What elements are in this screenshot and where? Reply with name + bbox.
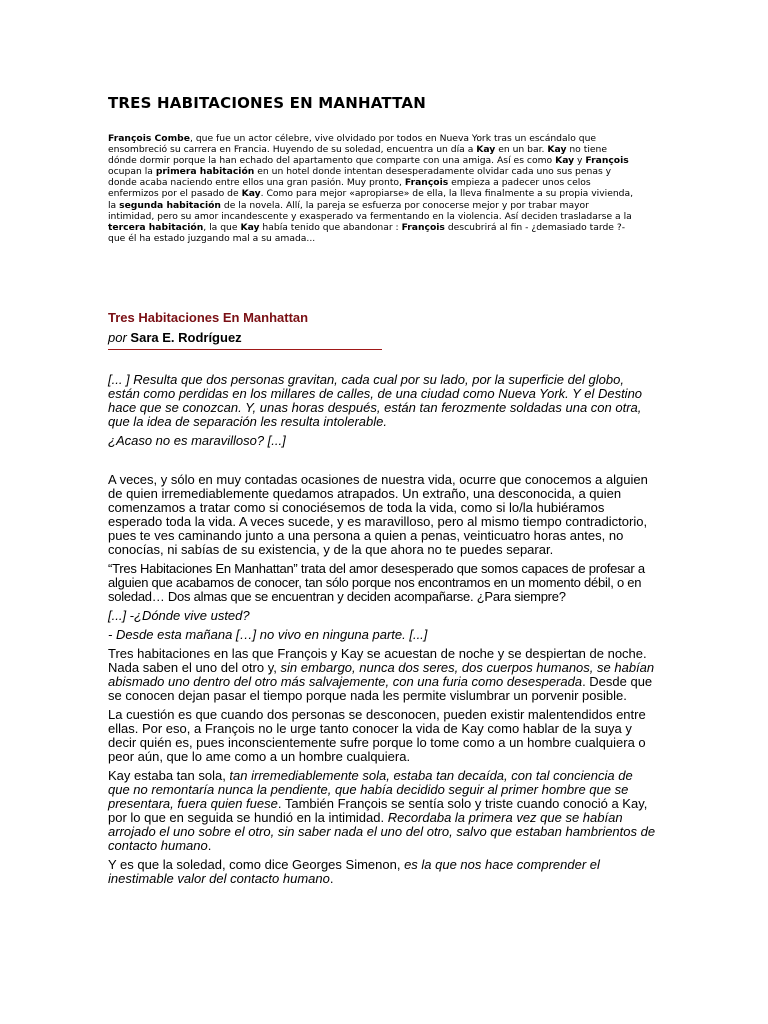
text-run: Y es que la soledad, como dice Georges Simenon,: [108, 857, 405, 872]
review-paragraph: [108, 609, 656, 623]
synopsis-run: . Como para mejor «apropiarse» de ella, la lleva finalmente a su propia vivienda, la: [108, 188, 634, 211]
synopsis-bold-run: segunda habitación: [119, 199, 221, 211]
text-run: “Tres Habitaciones En Manhattan” trata del amor desesperado que somos capaces de profesar a alguien que acabamos de conocer, tan sólo porque nos encontramos en un momento débil, o en soledad… Dos almas que se encuentran y deciden acompañarse. ¿Para siempre?: [108, 561, 645, 604]
review-title: Tres Habitaciones En Manhattan: [108, 310, 309, 325]
synopsis-run: empieza a padecer unos celos enfermizos por el pasado de: [108, 177, 591, 200]
synopsis-bold-run: Kay: [240, 221, 260, 233]
text-run: . Desde que se conocen dejan pasar el tiempo porque nada les permite vislumbrar un porvenir posible.: [108, 674, 653, 703]
synopsis-bold-run: Kay: [555, 155, 575, 167]
review-paragraph: [108, 647, 656, 703]
synopsis-bold-run: tercera habitación: [108, 221, 204, 233]
text-run: Kay estaba tan sola,: [108, 768, 230, 783]
byline: [108, 330, 242, 345]
synopsis-paragraph: [108, 133, 636, 244]
review-paragraph: [108, 434, 656, 448]
paragraph-spacer: [108, 453, 656, 473]
byline-prefix: por: [108, 330, 127, 345]
synopsis-run: ocupan la: [108, 166, 156, 178]
text-run: . También François se sentía solo y triste cuando conoció a Kay, por lo que en seguida se hundió en la intimidad.: [108, 796, 648, 825]
title-divider: [108, 349, 382, 350]
italic-run: ¿Acaso no es maravilloso? [...]: [108, 433, 286, 448]
review-paragraph: [108, 858, 656, 886]
text-run: A veces, y sólo en muy contadas ocasiones de nuestra vida, ocurre que conocemos a alguien de quien irremediablemente quedamos atrapados. Un extraño, una desconocida, a quien comenzamos a tratar como si conociésemos de toda la vida, como si lo/la hubiéramos esperado toda la vida. A veces sucede, y es maravilloso, pero al mismo tiempo contradictorio, pues te ves caminando junto a una persona a quien a penas, veinticuatro horas antes, no conocías, ni sabías de su existencia, y de la que ahora no te puedes separar.: [108, 472, 648, 557]
review-paragraph: [108, 562, 656, 604]
synopsis-bold-run: Kay: [547, 144, 567, 156]
italic-run: [...] -¿Dónde vive usted?: [108, 608, 250, 623]
synopsis-bold-run: François: [401, 221, 445, 233]
synopsis-bold-run: François Combe: [108, 133, 190, 144]
author-name: Sara E. Rodríguez: [130, 330, 242, 345]
italic-run: sin embargo, nunca dos seres, dos cuerpos humanos, se habían abismado uno dentro del otro más salvajemente, con una furia como desesperada: [108, 660, 655, 689]
text-run: Tres habitaciones en las que François y Kay se acuestan de noche y se despiertan de noche. Nada saben el uno del otro y,: [108, 646, 647, 675]
italic-run: [... ] Resulta que dos personas gravitan, cada cual por su lado, por la superficie del globo, están como perdidas en los millares de calles, de una ciudad como Nueva York. Y el Destino hace que se conozcan. Y, unas horas después, están tan ferozmente soldadas una con otra, que la idea de separación les resulta intolerable.: [108, 372, 643, 429]
synopsis-run: , que fue un actor célebre, vive olvidado por todos en Nueva York tras un escándalo que ensombreció su carrera en Francia. Huyendo de su soledad, encuentra un día a: [108, 133, 597, 156]
review-paragraph: [108, 769, 656, 853]
synopsis-bold-run: primera habitación: [155, 166, 255, 178]
review-body: [108, 373, 656, 891]
text-run: .: [207, 838, 212, 853]
synopsis-bold-run: François: [404, 177, 449, 189]
synopsis-run: había tenido que abandonar :: [259, 221, 402, 233]
review-paragraph: [108, 708, 656, 764]
synopsis-run: , la que: [203, 221, 241, 233]
page-title: TRES HABITACIONES EN MANHATTAN: [108, 94, 426, 112]
text-run: .: [329, 871, 334, 886]
synopsis-bold-run: Kay: [476, 144, 496, 156]
synopsis-run: de la novela. Allí, la pareja se esfuerza por conocerse mejor y por trabar mayor intimidad, pero su amor incandescente y exasperado va fermentando en la violencia. Así deciden trasladarse a la: [108, 199, 632, 222]
synopsis-run: en un hotel donde intentan desesperadamente olvidar cada uno sus penas y donde acaba naciendo entre ellos una gran pasión. Muy pronto,: [108, 166, 612, 189]
review-paragraph: [108, 373, 656, 429]
italic-run: es la que nos hace comprender el inestimable valor del contacto humano: [108, 857, 600, 886]
text-run: La cuestión es que cuando dos personas se desconocen, pueden existir malentendidos entre ellas. Por eso, a François no le urge tanto conocer la vida de Kay como hablar de la suya y decir quién es, pues inconscientemente sufre porque lo tome como a un hombre cualquiera o peor aún, que lo ame como a un hombre cualquiera.: [108, 707, 646, 764]
italic-run: tan irremediablemente sola, estaba tan decaída, con tal conciencia de que no remontaría nunca la pendiente, que había decidido seguir al primer hombre que se presentara, fuera quien fuese: [108, 768, 633, 811]
synopsis-run: y: [574, 155, 586, 167]
review-paragraph: [108, 628, 656, 642]
review-paragraph: [108, 473, 656, 557]
italic-run: - Desde esta mañana […] no vivo en ninguna parte. [...]: [108, 627, 428, 642]
synopsis-run: en un bar.: [495, 144, 548, 156]
synopsis-bold-run: François: [585, 155, 629, 167]
italic-run: Recordaba la primera vez que se habían arrojado el uno sobre el otro, sin saber nada el uno del otro, salvo que estaban hambrientos de contacto humano: [108, 810, 656, 853]
synopsis-run: no tiene dónde dormir porque la han echado del apartamento que comparte con una amiga. Así es como: [108, 144, 608, 167]
synopsis-bold-run: Kay: [241, 188, 261, 200]
synopsis-run: descubrirá al fin - ¿demasiado tarde ?- que él ha estado juzgando mal a su amada...: [108, 221, 626, 244]
